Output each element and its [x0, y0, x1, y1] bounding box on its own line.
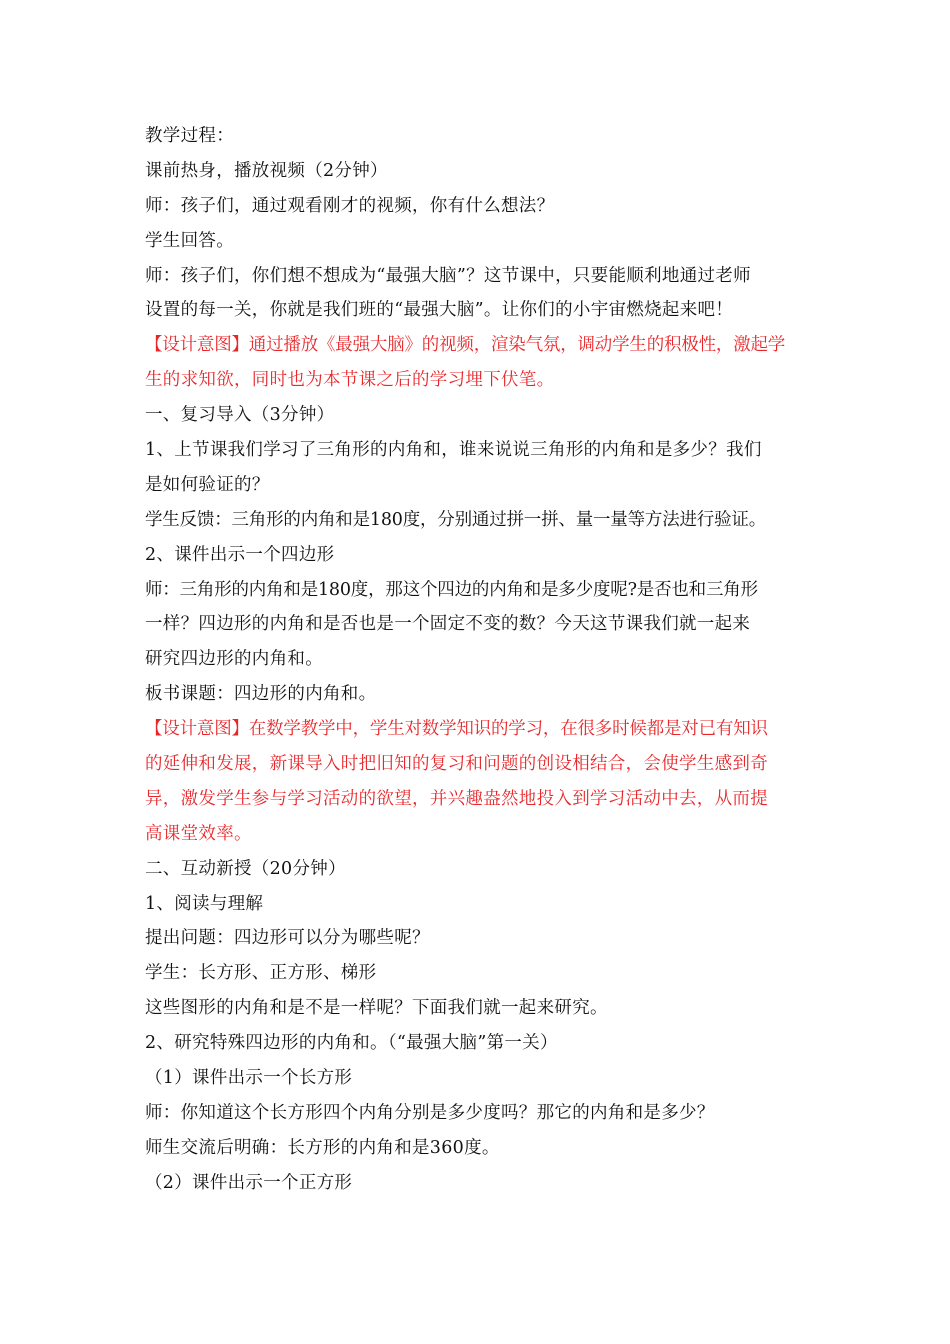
section-heading: 二、互动新授（20分钟） — [145, 858, 346, 879]
text-line: （2）课件出示一个正方形 — [145, 1172, 353, 1193]
text-line: 2、课件出示一个四边形 — [145, 544, 335, 565]
text-line: 一样？四边形的内角和是否也是一个固定不变的数？今天这节课我们就一起来 — [145, 614, 751, 635]
text-line: 2、研究特殊四边形的内角和。（“最强大脑”第一关） — [145, 1033, 558, 1054]
text-line: 1、阅读与理解 — [145, 893, 264, 914]
text-line: 提出问题：四边形可以分为哪些呢？ — [145, 928, 430, 949]
text-line: 设置的每一关，你就是我们班的“最强大脑”。让你们的小宇宙燃烧起来吧！ — [145, 300, 734, 321]
text-line: 学生：长方形、正方形、梯形 — [145, 963, 377, 984]
design-intent-line: 【设计意图】通过播放《最强大脑》的视频，渲染气氛，调动学生的积极性，激起学 — [145, 335, 786, 356]
text-line: 师：孩子们，通过观看刚才的视频，你有什么想法？ — [145, 195, 555, 216]
text-line: 研究四边形的内角和。 — [145, 649, 323, 670]
text-line: 师：三角形的内角和是180度，那这个四边的内角和是多少度呢?是否也和三角形 — [145, 579, 758, 600]
design-intent-line: 【设计意图】在数学教学中，学生对数学知识的学习，在很多时候都是对已有知识 — [145, 719, 768, 740]
design-intent-line: 的延伸和发展，新课导入时把旧知的复习和问题的创设相结合，会使学生感到奇 — [145, 754, 768, 775]
section-heading: 一、复习导入（3分钟） — [145, 405, 335, 426]
text-line: 板书课题：四边形的内角和。 — [145, 684, 377, 705]
text-line: 是如何验证的？ — [145, 474, 270, 495]
document-body — [145, 119, 825, 1201]
text-line: 课前热身，播放视频（2分钟） — [145, 160, 388, 181]
text-line: 这些图形的内角和是不是一样呢？下面我们就一起来研究。 — [145, 998, 608, 1019]
design-intent-line: 高课堂效率。 — [145, 823, 252, 844]
text-line: 师：孩子们，你们想不想成为“最强大脑”？这节课中，只要能顺利地通过老师 — [145, 265, 751, 286]
text-line: 学生回答。 — [145, 230, 234, 251]
text-line: 师生交流后明确：长方形的内角和是360度。 — [145, 1137, 500, 1158]
design-intent-line: 生的求知欲，同时也为本节课之后的学习埋下伏笔。 — [145, 370, 555, 391]
text-line: 教学过程： — [145, 126, 234, 146]
text-line: 师：你知道这个长方形四个内角分别是多少度吗？那它的内角和是多少？ — [145, 1102, 715, 1123]
design-intent-line: 异，激发学生参与学习活动的欲望，并兴趣盎然地投入到学习活动中去，从而提 — [145, 788, 768, 809]
text-line: （1）课件出示一个长方形 — [145, 1068, 353, 1089]
text-line: 1、上节课我们学习了三角形的内角和，谁来说说三角形的内角和是多少？我们 — [145, 440, 762, 461]
text-line: 学生反馈：三角形的内角和是180度，分别通过拼一拼、量一量等方法进行验证。 — [145, 509, 766, 530]
